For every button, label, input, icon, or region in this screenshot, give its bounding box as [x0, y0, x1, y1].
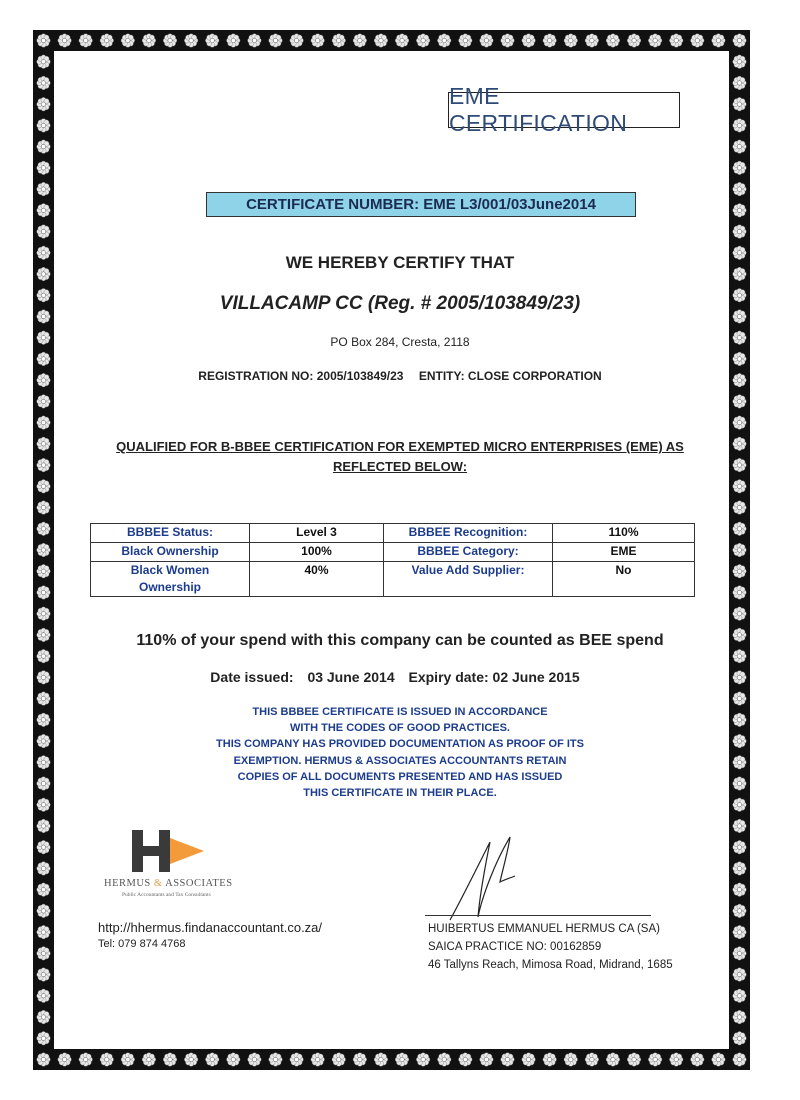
border-flower: [501, 1053, 515, 1067]
table-cell: Level 3: [250, 524, 384, 543]
logo-subtitle: Public Accountants and Tax Consultants: [122, 892, 211, 898]
border-flower: [543, 1053, 557, 1067]
border-flower: [37, 225, 51, 239]
qualification-statement: [60, 437, 740, 477]
border-flower: [290, 1053, 304, 1067]
border-flower: [648, 1053, 662, 1067]
border-flower: [733, 883, 747, 897]
border-flower: [480, 1053, 494, 1067]
border-flower: [37, 947, 51, 961]
border-flower: [501, 34, 515, 48]
border-flower: [733, 416, 747, 430]
border-flower: [522, 34, 536, 48]
border-flower: [733, 1031, 747, 1045]
border-flower: [606, 1053, 620, 1067]
border-flower: [733, 225, 747, 239]
border-flower: [733, 840, 747, 854]
border-flower: [564, 34, 578, 48]
border-flower: [100, 34, 114, 48]
border-flower: [374, 34, 388, 48]
table-cell: 100%: [250, 543, 384, 562]
notice-line: EXEMPTION. HERMUS & ASSOCIATES ACCOUNTANTS RETAIN: [233, 754, 567, 767]
border-flower: [37, 692, 51, 706]
certificate-notice: [60, 704, 740, 801]
table-row: [91, 543, 695, 562]
border-flower: [37, 989, 51, 1003]
border-flower: [37, 1010, 51, 1024]
border-flower: [37, 76, 51, 90]
border-flower: [100, 1053, 114, 1067]
border-flower: [37, 819, 51, 833]
table-row: [91, 524, 695, 543]
border-flower: [37, 649, 51, 663]
hermus-logo-icon: [102, 826, 242, 876]
border-flower: [79, 1053, 93, 1067]
border-flower: [353, 1053, 367, 1067]
border-flower: [311, 1053, 325, 1067]
border-flower: [79, 34, 93, 48]
border-flower: [395, 34, 409, 48]
certificate-number: CERTIFICATE NUMBER: EME L3/001/03June2014: [206, 192, 636, 217]
border-flower: [37, 628, 51, 642]
border-flower: [733, 97, 747, 111]
border-flower: [733, 204, 747, 218]
border-flower: [733, 649, 747, 663]
border-flower: [37, 925, 51, 939]
border-flower: [332, 34, 346, 48]
border-flower: [733, 76, 747, 90]
logo-name-part: ASSOCIATES: [165, 878, 233, 889]
border-flower: [37, 182, 51, 196]
table-cell: BBBEE Status:: [91, 524, 250, 543]
table-cell: 110%: [553, 524, 695, 543]
table-cell: BBBEE Category:: [384, 543, 553, 562]
border-flower: [37, 755, 51, 769]
border-flower: [37, 416, 51, 430]
logo-ampersand: &: [153, 878, 163, 889]
border-flower: [691, 1053, 705, 1067]
expiry-date: Expiry date: 02 June 2015: [408, 669, 580, 685]
border-flower: [606, 34, 620, 48]
border-flower: [37, 458, 51, 472]
border-flower: [627, 1053, 641, 1067]
border-flower: [163, 34, 177, 48]
border-flower: [37, 288, 51, 302]
border-flower: [227, 1053, 241, 1067]
border-flower: [37, 246, 51, 260]
border-flower: [290, 34, 304, 48]
border-flower: [37, 119, 51, 133]
signer-details: [428, 920, 673, 974]
table-cell: EME: [553, 543, 695, 562]
border-flower: [733, 968, 747, 982]
table-cell: BBBEE Recognition:: [384, 524, 553, 543]
border-flower: [163, 1053, 177, 1067]
border-flower: [733, 989, 747, 1003]
date-issued-value: 03 June 2014: [307, 669, 395, 685]
border-flower: [37, 267, 51, 281]
border-flower: [37, 543, 51, 557]
border-flower: [669, 1053, 683, 1067]
border-flower: [37, 140, 51, 154]
border-flower: [416, 34, 430, 48]
border-flower: [37, 522, 51, 536]
border-flower: [733, 1053, 747, 1067]
table-cell: Black Women Ownership: [91, 562, 250, 597]
border-flower: [37, 395, 51, 409]
border-flower: [733, 947, 747, 961]
border-flower: [269, 34, 283, 48]
signer-address: 46 Tallyns Reach, Mimosa Road, Midrand, 1685: [428, 959, 673, 971]
border-flower: [733, 607, 747, 621]
border-flower: [248, 34, 262, 48]
border-flower: [733, 140, 747, 154]
border-flower: [353, 34, 367, 48]
table-row: [91, 562, 695, 597]
border-flower: [733, 352, 747, 366]
border-flower: [58, 34, 72, 48]
notice-line: WITH THE CODES OF GOOD PRACTICES.: [289, 722, 510, 735]
border-flower: [37, 373, 51, 387]
notice-line: COPIES OF ALL DOCUMENTS PRESENTED AND HAS ISSUED: [237, 770, 563, 783]
border-flower: [37, 97, 51, 111]
table-cell: 40%: [250, 562, 384, 597]
table-cell: Black Ownership: [91, 543, 250, 562]
company-address: PO Box 284, Cresta, 2118: [330, 335, 470, 349]
border-flower: [205, 1053, 219, 1067]
border-flower: [37, 55, 51, 69]
border-flower: [691, 34, 705, 48]
border-flower: [395, 1053, 409, 1067]
border-flower: [459, 34, 473, 48]
border-flower: [733, 161, 747, 175]
border-flower: [37, 840, 51, 854]
signer-name: HUIBERTUS EMMANUEL HERMUS CA (SA): [428, 923, 660, 935]
border-flower: [37, 798, 51, 812]
border-flower: [585, 34, 599, 48]
border-flower: [733, 586, 747, 600]
border-flower: [37, 204, 51, 218]
border-flower: [37, 310, 51, 324]
border-flower: [332, 1053, 346, 1067]
border-flower: [437, 1053, 451, 1067]
border-flower: [37, 1053, 51, 1067]
border-flower: [37, 331, 51, 345]
border-flower: [37, 352, 51, 366]
border-flower: [37, 437, 51, 451]
logo-company-name: [104, 878, 233, 889]
border-flower: [733, 119, 747, 133]
border-flower: [669, 34, 683, 48]
registration-number: REGISTRATION NO: 2005/103849/23: [198, 369, 404, 383]
qualification-line-1: QUALIFIED FOR B-BBEE CERTIFICATION FOR EXEMPTED MICRO ENTERPRISES (EME) AS: [116, 439, 684, 454]
border-flower: [205, 34, 219, 48]
date-line: [60, 669, 740, 685]
border-flower: [543, 34, 557, 48]
qualification-line-2: REFLECTED BELOW:: [332, 459, 468, 474]
border-flower: [37, 480, 51, 494]
border-flower: [733, 55, 747, 69]
notice-line: THIS COMPANY HAS PROVIDED DOCUMENTATION AS PROOF OF ITS: [216, 738, 584, 751]
border-flower: [37, 671, 51, 685]
border-flower: [227, 34, 241, 48]
border-flower: [522, 1053, 536, 1067]
border-flower: [627, 34, 641, 48]
border-flower: [269, 1053, 283, 1067]
telephone: Tel: 079 874 4768: [98, 938, 186, 950]
spend-statement: 110% of your spend with this company can be counted as BEE spend: [136, 632, 664, 649]
border-flower: [142, 34, 156, 48]
border-flower: [121, 34, 135, 48]
signature-line: [425, 915, 651, 916]
table-cell: No: [553, 562, 695, 597]
border-flower: [142, 1053, 156, 1067]
border-flower: [121, 1053, 135, 1067]
border-flower: [37, 501, 51, 515]
border-flower: [37, 968, 51, 982]
border-flower: [733, 862, 747, 876]
border-flower: [37, 564, 51, 578]
border-flower: [585, 1053, 599, 1067]
border-flower: [733, 182, 747, 196]
signer-practice: SAICA PRACTICE NO: 00162859: [428, 941, 602, 953]
border-flower: [37, 777, 51, 791]
border-flower: [733, 564, 747, 578]
notice-line: THIS BBBEE CERTIFICATE IS ISSUED IN ACCORDANCE: [252, 706, 548, 718]
border-flower: [37, 862, 51, 876]
border-flower: [712, 1053, 726, 1067]
entity-type: ENTITY: CLOSE CORPORATION: [418, 369, 602, 383]
company-name: VILLACAMP CC (Reg. # 2005/103849/23): [219, 293, 581, 314]
border-flower: [733, 904, 747, 918]
notice-line: THIS CERTIFICATE IN THEIR PLACE.: [303, 787, 497, 800]
border-flower: [184, 34, 198, 48]
border-flower: [733, 925, 747, 939]
border-flower: [37, 734, 51, 748]
website-link[interactable]: http://hhermus.findanaccountant.co.za/: [98, 920, 323, 935]
border-flower: [37, 161, 51, 175]
border-flower: [459, 1053, 473, 1067]
border-flower: [374, 1053, 388, 1067]
bbbee-status-table: [90, 523, 695, 597]
border-flower: [37, 1031, 51, 1045]
border-flower: [416, 1053, 430, 1067]
table-cell: Value Add Supplier:: [384, 562, 553, 597]
border-flower: [58, 1053, 72, 1067]
border-flower: [37, 904, 51, 918]
border-flower: [733, 395, 747, 409]
border-flower: [733, 1010, 747, 1024]
border-flower: [37, 607, 51, 621]
border-flower: [564, 1053, 578, 1067]
registration-line: [60, 369, 740, 383]
border-flower: [733, 522, 747, 536]
logo-name-part: HERMUS: [104, 878, 151, 889]
border-flower: [311, 34, 325, 48]
border-flower: [37, 586, 51, 600]
border-flower: [37, 713, 51, 727]
border-flower: [733, 480, 747, 494]
border-flower: [733, 819, 747, 833]
border-flower: [733, 501, 747, 515]
signature: [420, 832, 540, 927]
border-flower: [184, 1053, 198, 1067]
border-flower: [733, 543, 747, 557]
date-issued-label: Date issued:: [210, 669, 294, 685]
border-flower: [248, 1053, 262, 1067]
border-flower: [37, 883, 51, 897]
border-flower: [733, 34, 747, 48]
border-flower: [712, 34, 726, 48]
border-flower: [437, 34, 451, 48]
certification-title: EME CERTIFICATION: [448, 92, 680, 128]
border-flower: [480, 34, 494, 48]
certify-heading: WE HEREBY CERTIFY THAT: [285, 253, 515, 272]
border-flower: [648, 34, 662, 48]
border-flower: [37, 34, 51, 48]
